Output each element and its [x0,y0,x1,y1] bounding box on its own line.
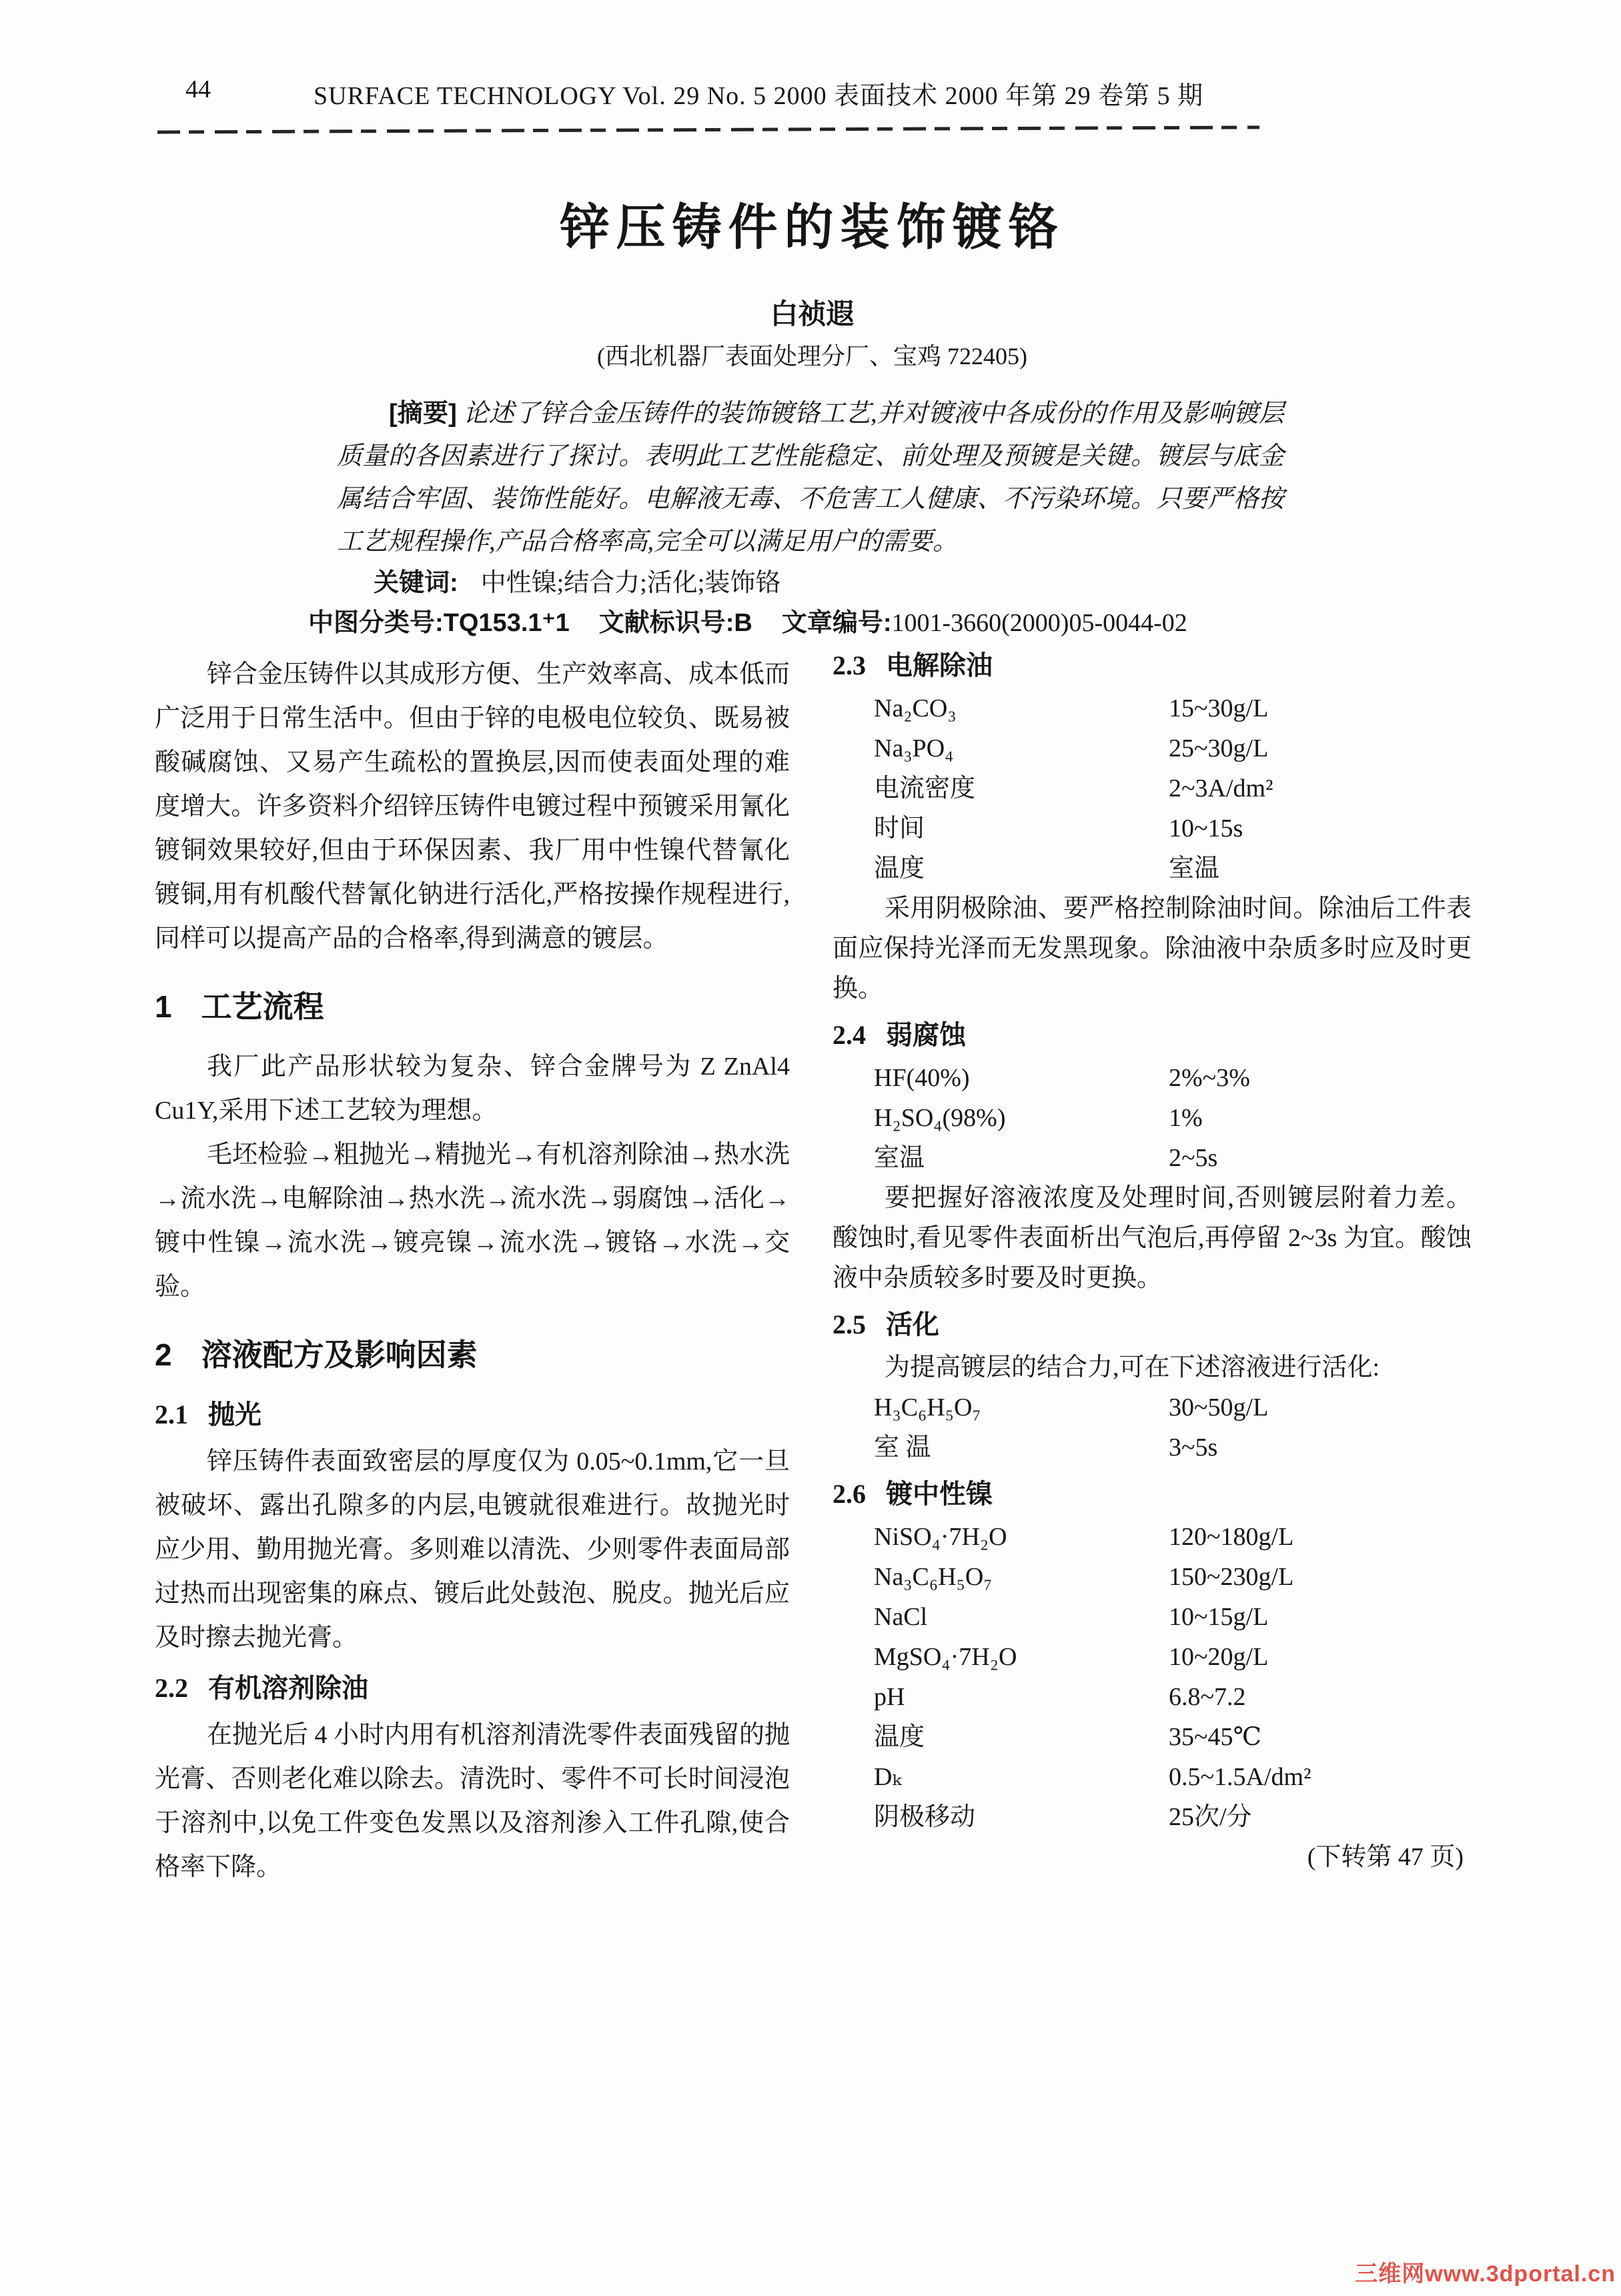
component-value: 150~230g/L [1169,1563,1294,1591]
right-column [833,639,1472,1877]
section-2-title: 溶液配方及影响因素 [201,1337,478,1372]
author-affiliation: (西北机器厂表面处理分厂、宝鸡 722405) [597,343,1027,370]
keywords-line [374,562,1327,598]
article-id-value: 1001-3660(2000)05-0044-02 [891,609,1187,637]
section-2-5-heading [833,1305,1472,1345]
section-1-title: 工艺流程 [201,989,324,1024]
component-value: 10~15g/L [1169,1603,1269,1631]
clc-value: TQ153.1⁺1 [443,609,570,637]
component-value: 2~5s [1169,1144,1218,1172]
component-label: 温度 [874,854,925,883]
solution-row [833,1757,1472,1797]
abstract-block [337,392,1284,563]
section-1-paragraph: 我厂此产品形状较为复杂、锌合金牌号为 Z ZnAl4 Cu1Y,采用下述工艺较为理想。 [155,1053,790,1125]
section-2-3-heading [833,646,1472,686]
section-2-2-heading [155,1666,790,1710]
section-2-4-paragraph: 要把握好溶液浓度及处理时间,否则镀层附着力差。酸蚀时,看见零件表面析出气泡后,再停留 2~3s 为宜。酸蚀液中杂质较多时要及时更换。 [833,1184,1472,1292]
component-value: 25~30g/L [1169,734,1269,762]
doc-code-value: B [734,609,752,637]
solution-row [833,848,1472,889]
component-value: 室温 [1169,854,1220,883]
section-2-4-heading [833,1015,1472,1055]
component-value: 10~20g/L [1169,1643,1269,1671]
keywords-label: 关键词: [374,569,458,597]
process-flow-paragraph: 毛坯检验→粗抛光→精抛光→有机溶剂除油→热水洗→流水洗→电解除油→热水洗→流水洗→弱腐蚀→活化→镀中性镍→流水洗→镀亮镍→流水洗→镀铬→水洗→交验。 [155,1141,790,1301]
component-label: HF(40%) [874,1064,970,1092]
keywords-text: 中性镍;结合力;活化;装饰铬 [480,569,781,597]
component-value: 3~5s [1169,1433,1218,1462]
section-2-2-title: 有机溶剂除油 [208,1674,368,1703]
section-2-heading [155,1333,790,1377]
component-label: MgSO₄·7H₂O [874,1643,1017,1671]
section-2-1-title: 抛光 [208,1400,261,1429]
section-1-heading [155,985,790,1029]
continuation-note: (下转第 47 页) [1307,1843,1464,1871]
component-label: 阴极移动 [874,1803,976,1831]
doc-code-label: 文献标识号: [598,609,734,637]
section-2-3-number: 2.3 [833,650,866,680]
component-value: 0.5~1.5A/dm² [1169,1763,1311,1791]
solution-row [833,808,1472,848]
solution-row [833,1717,1472,1757]
solution-row [833,1138,1472,1178]
section-2-2-number: 2.2 [155,1673,188,1703]
component-label: 温度 [874,1723,925,1751]
section-2-number: 2 [155,1337,172,1372]
abstract-text: 论述了锌合金压铸件的装饰镀铬工艺,并对镀液中各成份的作用及影响镀层质量的各因素进行了探讨。表明此工艺性能稳定、前处理及预镀是关键。镀层与底金属结合牢固、装饰性能好。电解液无毒、不危害工人健康、不污染环境。只要严格按工艺规程操作,产品合格率高,完全可以满足用户的需要。 [337,400,1285,556]
solution-row [833,768,1472,808]
component-label: Na₃C₆H₅O₇ [874,1563,993,1591]
component-value: 2~3A/dm² [1169,774,1273,802]
intro-paragraph: 锌合金压铸件以其成形方便、生产效率高、成本低而广泛用于日常生活中。但由于锌的电极电位较负、既易被酸碱腐蚀、又易产生疏松的置换层,因而使表面处理的难度增大。许多资料介绍锌压铸件电镀过程中预镀采用氰化镀铜效果较好,但由于环保因素、我厂用中性镍代替氰化镀铜,用有机酸代替氰化钠进行活化,严格按操作规程进行,同样可以提高产品的合格率,得到满意的镀层。 [155,660,790,953]
clc-label: 中图分类号: [308,609,444,637]
component-value: 10~15s [1169,814,1243,842]
component-value: 30~50g/L [1169,1393,1269,1421]
solution-row [833,1098,1472,1138]
classification-line [308,602,1389,638]
section-1-number: 1 [155,989,172,1024]
component-label: 电流密度 [874,774,976,802]
component-label: NaCl [874,1603,928,1631]
section-2-1-paragraph: 锌压铸件表面致密层的厚度仅为 0.05~0.1mm,它一旦被破坏、露出孔隙多的内层,电镀就很难进行。故抛光时应少用、勤用抛光膏。多则难以清洗、少则零件表面局部过热而出现密集的麻点、镀后此处鼓泡、脱皮。抛光后应及时擦去抛光膏。 [155,1448,790,1652]
solution-row [833,728,1472,768]
section-2-6-title: 镀中性镍 [886,1480,993,1509]
section-2-6-heading [833,1474,1472,1514]
section-2-4-number: 2.4 [833,1020,866,1050]
component-value: 2%~3% [1169,1064,1250,1092]
component-label: 室温 [874,1144,925,1172]
component-value: 6.8~7.2 [1169,1683,1246,1711]
component-value: 35~45℃ [1169,1723,1262,1751]
section-2-1-heading [155,1393,790,1437]
solution-row [833,1427,1472,1468]
article-id-label: 文章编号: [781,609,892,637]
author-name: 白祯遐 [770,300,855,330]
abstract-paragraph [337,392,1284,563]
component-label: Na₂CO₃ [874,694,957,722]
component-value: 120~180g/L [1169,1523,1294,1551]
section-2-2-paragraph: 在抛光后 4 小时内用有机溶剂清洗零件表面残留的抛光膏、否则老化难以除去。清洗时、零件不可长时间浸泡于溶剂中,以免工件变色发黑以及溶剂渗入工件孔隙,使合格率下降。 [155,1721,790,1881]
component-label: NiSO₄·7H₂O [874,1523,1007,1551]
component-label: 时间 [874,814,925,842]
component-label: H₃C₆H₅O₇ [874,1393,981,1421]
solution-row [833,1637,1472,1677]
section-2-5-intro: 为提高镀层的结合力,可在下述溶液进行活化: [885,1353,1380,1381]
section-2-3-paragraph: 采用阴极除油、要严格控制除油时间。除油后工件表面应保持光泽而无发黑现象。除油液中杂质多时应及时更换。 [833,895,1472,1003]
solution-row [833,1677,1472,1717]
header-divider-rule [157,125,1259,133]
solution-row [833,1058,1472,1098]
solution-row [833,1557,1472,1597]
component-label: Dₖ [874,1763,902,1791]
section-2-1-number: 2.1 [155,1399,188,1429]
component-value: 25次/分 [1169,1803,1252,1831]
solution-row [833,688,1472,728]
solution-row [833,1797,1472,1837]
abstract-label: [摘要] [389,400,457,428]
component-label: 室 温 [874,1433,931,1462]
section-2-5-title: 活化 [886,1310,939,1339]
left-column [155,652,790,1889]
journal-title-line: SURFACE TECHNOLOGY Vol. 29 No. 5 2000 表面技术 2000 年第 29 卷第 5 期 [314,82,1204,110]
solution-row [833,1387,1472,1427]
component-label: H₂SO₄(98%) [874,1104,1006,1132]
solution-row [833,1597,1472,1637]
solution-row [833,1517,1472,1557]
article-title: 锌压铸件的装饰镀铬 [560,199,1065,255]
journal-header [185,75,1421,111]
component-value: 1% [1169,1104,1203,1132]
component-value: 15~30g/L [1169,694,1269,722]
component-label: Na₃PO₄ [874,734,954,762]
section-2-4-title: 弱腐蚀 [886,1021,966,1050]
section-2-3-title: 电解除油 [886,651,993,680]
component-label: pH [874,1683,905,1711]
section-2-5-number: 2.5 [833,1309,866,1339]
section-2-6-number: 2.6 [833,1479,866,1509]
site-watermark: 三维网www.3dportal.cn [1355,2261,1616,2287]
page-number: 44 [185,75,211,103]
